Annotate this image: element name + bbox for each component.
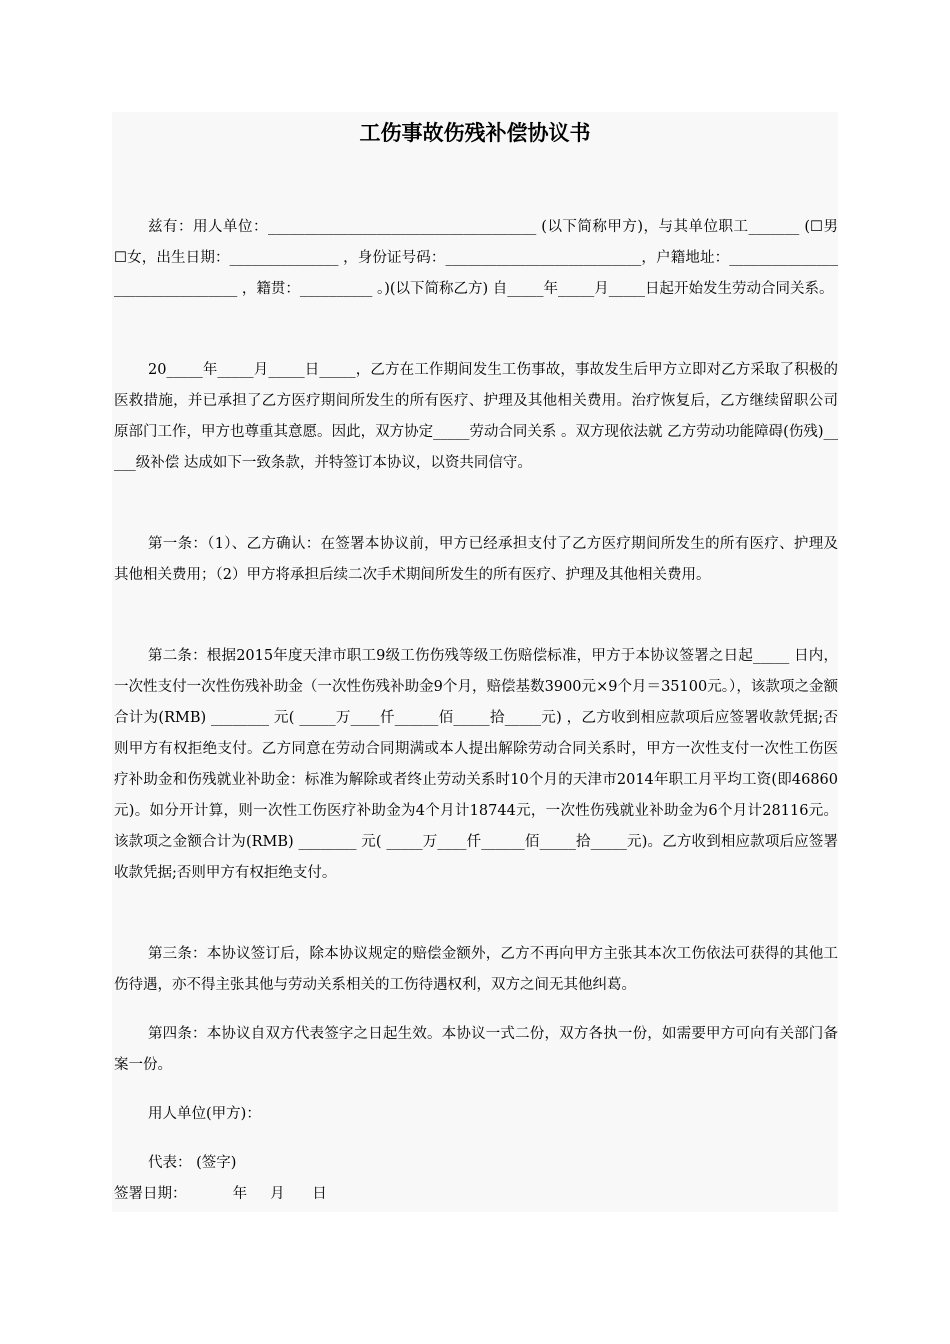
document-page — [112, 112, 838, 1212]
signing-date: 签署日期： 年 月 日 — [114, 1186, 327, 1202]
paragraph-article-1: 第一条：（1）、乙方确认：在签署本协议前，甲方已经承担支付了乙方医疗期间所发生的所有医疗、护理及其他相关费用；（2）甲方将承担后续二次手术期间所发生的所有医疗、护理及其他相关费用。 — [114, 536, 838, 583]
employer-signature-label: 用人单位(甲方)： — [148, 1106, 261, 1122]
paragraph-parties: 兹有：用人单位：_____________________________________ (以下简称甲方)，与其单位职工_______ (☐男☐女，出生日期：_______________ ，身份证号码：___________________________，户籍地址：________________________________ ，籍贯：__________ 。)(以下简称乙方) 自_____年_____月_____日起开始发生劳动合同关系。 — [114, 219, 838, 297]
paragraph-article-4: 第四条：本协议自双方代表签字之日起生效。本协议一式二份，双方各执一份，如需要甲方可向有关部门备案一份。 — [114, 1026, 838, 1073]
paragraph-accident: 20_____年_____月_____日_____，乙方在工作期间发生工伤事故，事故发生后甲方立即对乙方采取了积极的医救措施，并已承担了乙方医疗期间所发生的所有医疗、护理及其他相关费用。治疗恢复后，乙方继续留职公司原部门工作，甲方也尊重其意愿。因此，双方协定_____劳动合同关系 。双方现依法就 乙方劳动功能障碍(伤残)_____级补偿 达成如下一致条款，并特签订本协议，以资共同信守。 — [114, 362, 838, 471]
paragraph-article-3: 第三条：本协议签订后，除本协议规定的赔偿金额外，乙方不再向甲方主张其本次工伤依法可获得的其他工伤待遇，亦不得主张其他与劳动关系相关的工伤待遇权利，双方之间无其他纠葛。 — [114, 946, 838, 993]
document-title: 工伤事故伤残补偿协议书 — [359, 120, 591, 145]
paragraph-article-2: 第二条：根据2015年度天津市职工9级工伤伤残等级工伤赔偿标准，甲方于本协议签署之日起_____ 日内，一次性支付一次性伤残补助金（一次性伤残补助金9个月，赔偿基数3900元×9个月＝35100元。），该款项之金额合计为(RMB) ________ 元( _____万____仟______佰_____拾_____元) ，乙方收到相应款项后应签署收款凭据;否则甲方有权拒绝支付。乙方同意在劳动合同期满或本人提出解除劳动合同关系时，甲方一次性支付一次性工伤医疗补助金和伤残就业补助金：标准为解除或者终止劳动关系时10个月的天津市2014年职工月平均工资(即46860元)。如分开计算，则一次性工伤医疗补助金为4个月计18744元，一次性伤残就业补助金为6个月计28116元。该款项之金额合计为(RMB) ________ 元( _____万____仟______佰_____拾_____元)。乙方收到相应款项后应签署收款凭据;否则甲方有权拒绝支付。 — [114, 648, 838, 881]
representative-signature-label: 代表： (签字) — [148, 1155, 237, 1171]
